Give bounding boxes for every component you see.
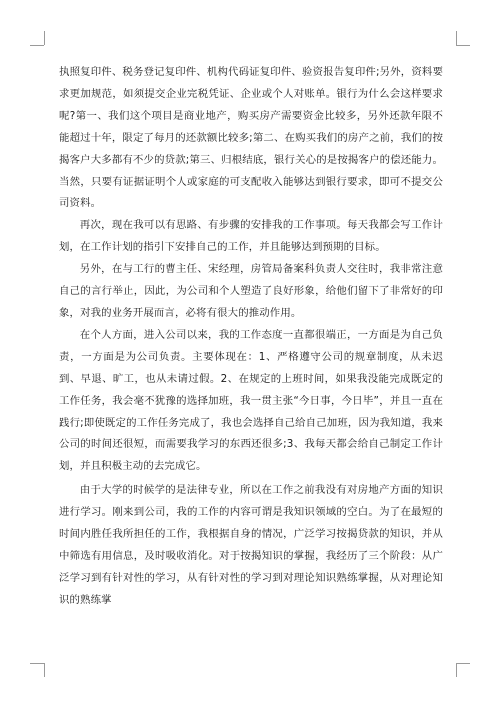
crop-mark-bottom-left-v bbox=[44, 663, 45, 677]
paragraph-1: 执照复印件、税务登记复印件、机构代码证复印件、验资报告复印件;另外，资料要求更加规范，如须提交企业完税凭证、企业或个人对账单。银行为什么会这样要求呢?第一、我们这个项目是商业地产，购买房产需要资金比较多，另外还款年限不能超过十年，限定了每月的还款额比较多;第二、在购买我们的房产之前，我们的按揭客户大多都有不少的贷款;第三、归根结底，银行关心的是按揭客户的偿还能力。当然，只要有证据证明个人或家庭的可支配收入能够达到银行要求，即可不提交公司资料。 bbox=[59, 66, 443, 210]
crop-mark-bottom-right-v bbox=[456, 663, 457, 677]
crop-mark-top-right-v bbox=[456, 31, 457, 45]
crop-mark-bottom-left-h bbox=[30, 663, 44, 664]
crop-mark-top-left-h bbox=[30, 45, 44, 46]
crop-mark-bottom-right-h bbox=[456, 663, 470, 664]
crop-mark-top-left-v bbox=[44, 31, 45, 45]
paragraph-5: 由于大学的时候学的是法律专业，所以在工作之前我没有对房地产方面的知识进行学习。刚来到公司，我的工作的内容可谓是我知识领域的空白。为了在最短的时间内胜任我所担任的工作，我根据自身的情况，广泛学习按揭贷款的知识，并从中筛选有用信息，及时吸收消化。对于按揭知识的掌握，我经历了三个阶段：从广泛学习到有针对性的学习，从有针对性的学习到对理论知识熟练掌握，从对理论知识的熟练掌 bbox=[59, 484, 443, 606]
paragraph-2: 再次，现在我可以有思路、有步骤的安排我的工作事项。每天我都会写工作计划，在工作计划的指引下安排自己的工作，并且能够达到预期的目标。 bbox=[59, 219, 443, 254]
body-text bbox=[59, 62, 443, 612]
paragraph-3: 另外，在与工行的曹主任、宋经理，房管局备案科负责人交往时，我非常注意自己的言行举止，因此，为公司和个人塑造了良好形象，给他们留下了非常好的印象，对我的业务开展而言，必将有很大的推动作用。 bbox=[59, 263, 443, 319]
crop-mark-top-right-h bbox=[456, 45, 470, 46]
paragraph-4: 在个人方面，进入公司以来，我的工作态度一直都很端正，一方面是为自己负责，一方面是为公司负责。主要体现在：1、严格遵守公司的规章制度，从未迟到、早退、旷工，也从未请过假。2、在规定的上班时间，如果我没能完成既定的工作任务，我会毫不犹豫的选择加班，我一贯主张“今日事，今日毕”，并且一直在践行;即使既定的工作任务完成了，我也会选择自己给自己加班，因为我知道，我来公司的时间还很短，而需要我学习的东西还很多;3、我每天都会给自己制定工作计划，并且积极主动的去完成它。 bbox=[59, 328, 443, 473]
